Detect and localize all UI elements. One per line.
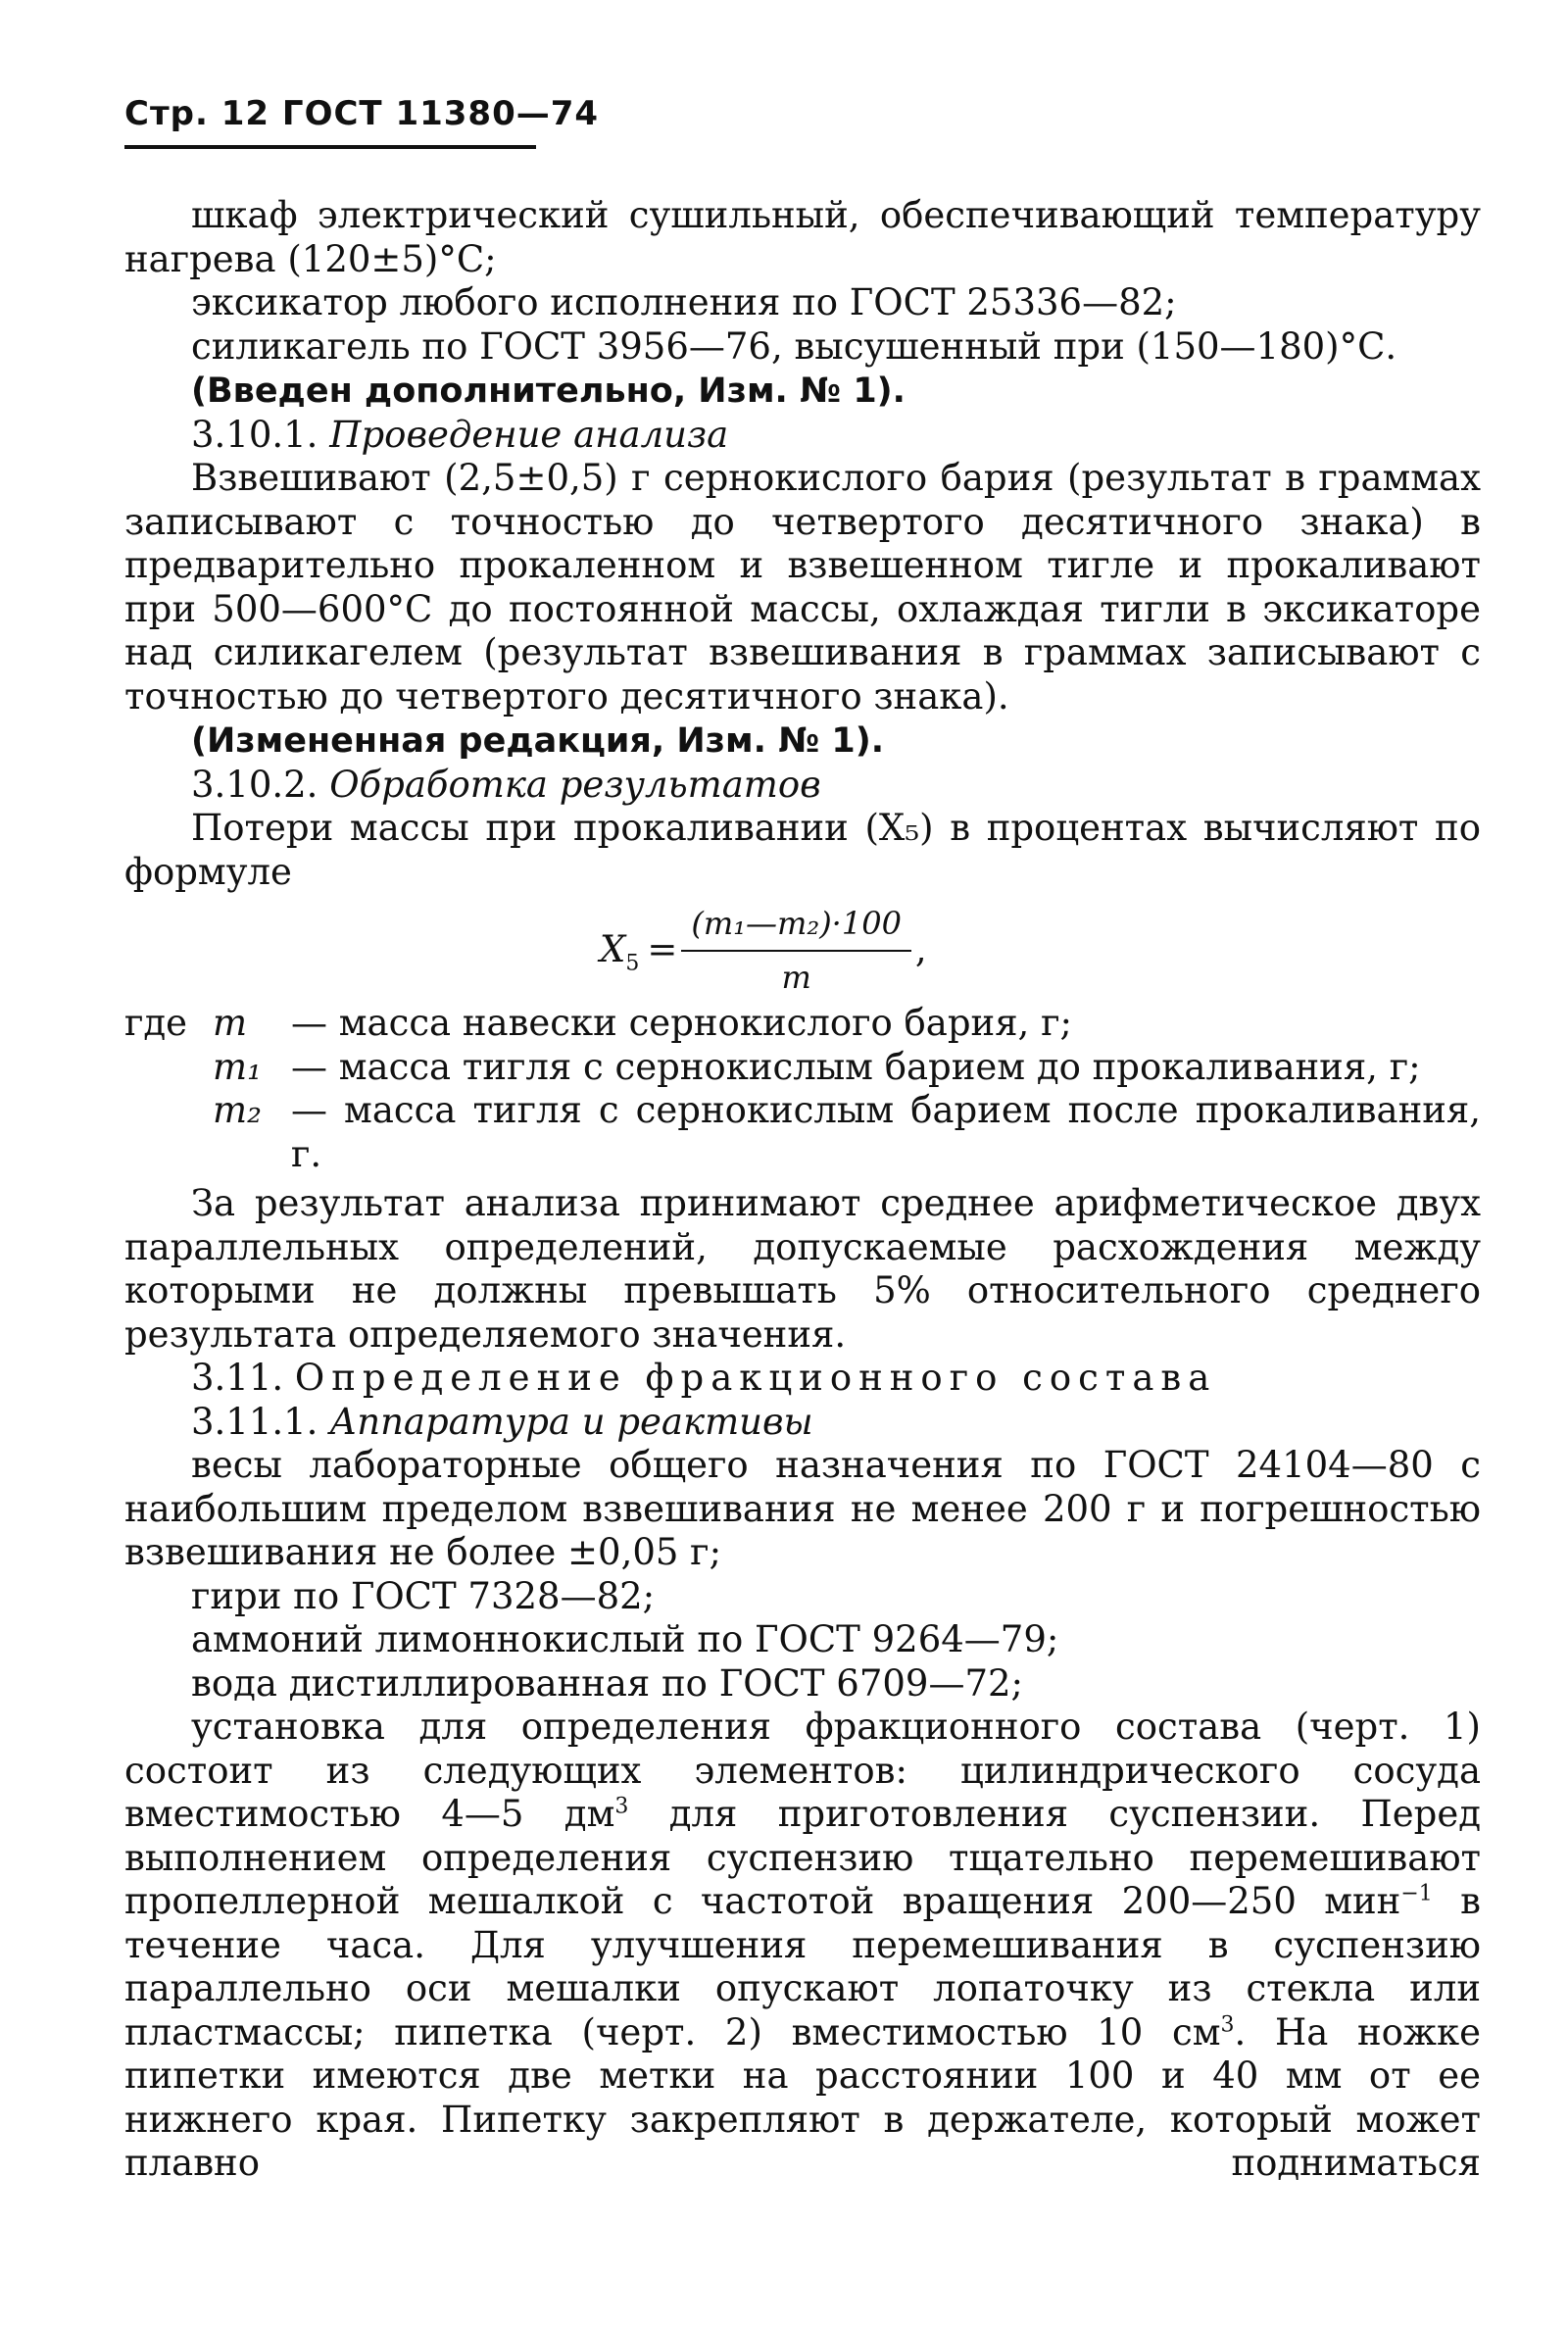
formula-fraction [681, 902, 911, 999]
definition-text: — масса навески сернокислого бария, г; [291, 1002, 1072, 1044]
section-number: 3.10.2. [191, 763, 318, 806]
definition-text: — масса тигля с сернокислым барием после прокаливания, г. [291, 1089, 1481, 1175]
section-heading [124, 1357, 1481, 1401]
definitions-list [124, 1002, 1481, 1176]
formula-trail: , [914, 928, 927, 971]
document-body [124, 194, 1481, 2186]
formula-denominator: m [781, 958, 811, 996]
section-heading [124, 414, 1481, 458]
formula [600, 902, 927, 999]
paragraph: вода дистиллированная по ГОСТ 6709—72; [191, 1661, 1023, 1705]
definition-symbol: m₂ [213, 1089, 262, 1131]
section-title: Обработка результатов [329, 763, 821, 806]
section-heading [124, 1401, 1481, 1445]
definition-symbol: m [213, 1002, 248, 1044]
definition-text: — масса тигля с сернокислым барием до прокаливания, г; [291, 1045, 1421, 1088]
section-title: Аппаратура и реактивы [329, 1400, 813, 1443]
definition-symbol: m₁ [213, 1045, 262, 1088]
section-number: 3.10.1. [191, 413, 318, 456]
formula-equals: = [647, 928, 678, 971]
paragraph: силикагель по ГОСТ 3956—76, высушенный при (150—180)°С. [191, 324, 1397, 368]
paragraph: шкаф электрический сушильный, обеспечивающий температуру нагрева (120±5)°С; [124, 194, 1481, 280]
formula-block [124, 894, 1481, 1002]
section-title: Проведение анализа [329, 413, 729, 456]
section-heading [124, 764, 1481, 808]
paragraph: установка для определения фракционного состава (черт. 1) состоит из следующих элементов: цилиндрического сосуда вместимостью 4—5 $дм^3$ для приготовления суспензии. Перед выполнением определения суспензию тщательно перемешивают пропеллерной мешалкой с частотой вращения 200—250 мин$^{-1}$ в течение часа. Для улучшения перемешивания в суспензию параллельно оси мешалки опускают лопаточку из стекла или пластмассы; пипетка (черт. 2) вместимостью 10 $см^3$. На ножке пипетки имеются две метки на расстоянии 100 и 40 мм от ее нижнего края. Пипетку закрепляют в держателе, который может плавно подниматься [124, 1706, 1481, 2184]
amendment-note [124, 718, 1481, 764]
paragraph: Потери массы при прокаливании (X₅) в процентах вычисляют по формуле [124, 807, 1481, 893]
paragraph: аммоний лимоннокислый по ГОСТ 9264—79; [191, 1618, 1059, 1660]
paragraph: весы лабораторные общего назначения по ГОСТ 24104—80 с наибольшим пределом взвешивания не менее 200 г и погрешностью взвешивания не более ±0,05 г; [124, 1444, 1481, 1573]
amendment-note-text: (Измененная редакция, Изм. № 1). [191, 721, 885, 761]
section-number: 3.11. [191, 1357, 284, 1399]
amendment-note [124, 369, 1481, 414]
formula-lhs: $X_5$ [600, 928, 640, 976]
where-label: где [124, 1002, 188, 1044]
page-header: Стр. 12 ГОСТ 11380—74 [124, 94, 600, 133]
paragraph: Взвешивают (2,5±0,5) г сернокислого бария (результат в граммах записывают с точностью до четвертого десятичного знака) в предварительно прокаленном и взвешенном тигле и прокаливают при 500—600°С до постоянной массы, охлаждая тигли в эксикаторе над силикагелем (результат взвешивания в граммах записывают с точностью до четвертого десятичного знака). [124, 457, 1481, 717]
header-rule [124, 145, 536, 149]
paragraph: эксикатор любого исполнения по ГОСТ 25336—82; [191, 281, 1177, 323]
paragraph: гири по ГОСТ 7328—82; [191, 1574, 656, 1617]
section-number: 3.11.1. [191, 1400, 318, 1443]
formula-numerator: (m₁—m₂)·100 [681, 902, 911, 952]
paragraph: За результат анализа принимают среднее арифметическое двух параллельных определений, допускаемые расхождения между которыми не должны превышать 5% относительного среднего результата определяемого значения. [124, 1182, 1481, 1356]
amendment-note-text: (Введен дополнительно, Изм. № 1). [191, 371, 906, 411]
section-title: Определение фракционного состава [294, 1357, 1217, 1399]
